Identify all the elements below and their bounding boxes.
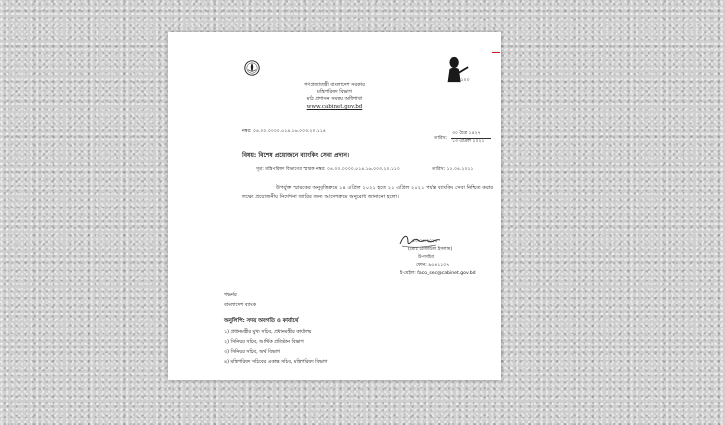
date-label: তারিখ: bbox=[434, 136, 448, 141]
signatory-name: (মোঃ রেজাউল ইসলাম) bbox=[408, 247, 453, 252]
signatory-title: উপসচিব bbox=[418, 255, 435, 260]
mujib-portrait-logo-icon bbox=[442, 54, 470, 84]
date-bangla: ৩০ চৈত্র ১৪২৭ bbox=[452, 131, 481, 136]
cc-list-item: ১) প্রধানমন্ত্রীর মুখ্য সচিব, প্রধানমন্ত্রীর কার্যালয় bbox=[224, 330, 312, 335]
date-english: ১৩ এপ্রিল ২০২১ bbox=[452, 139, 485, 144]
memo-number: নম্বর: ০৪.০০.০০০০.৫১৪.১৬.০০৩.২০.১১৪ bbox=[242, 129, 326, 134]
subject-line: বিষয়: বিশেষ প্রয়োজনে ব্যাংকিং সেবা প্রদান। bbox=[242, 152, 350, 159]
svg-text:১০০: ১০০ bbox=[460, 78, 470, 84]
government-emblem-icon bbox=[244, 60, 260, 76]
corner-mark bbox=[492, 52, 500, 53]
recipient-label: গভর্নর bbox=[224, 292, 237, 298]
header-section: মাঠ প্রশাসন সমন্বয় অধিশাখা bbox=[306, 96, 363, 102]
signature-date: ১৩.০৪.২০২১ bbox=[412, 239, 438, 244]
cc-list-item: ৩) সিনিয়র সচিব, অর্থ বিভাগ bbox=[224, 350, 281, 355]
cc-list-item: ২) সিনিয়র সচিব, আর্থিক প্রতিষ্ঠান বিভাগ bbox=[224, 340, 304, 345]
reference-line: সূত্র: মন্ত্রিপরিষদ বিভাগের স্মারক নম্বর: ০৪.০০.০০০০.৫১৪.১৬.০০৩.২০.১১০ bbox=[256, 167, 400, 172]
cc-list-item: ৪) মন্ত্রিপরিষদ সচিবের একান্ত সচিব, মন্ত্রিপরিষদ বিভাগ bbox=[224, 360, 328, 365]
body-text-line-1: উপর্যুক্ত স্মারকের অনুবৃত্তিক্রমে ১৪ এপ্রিল ২০২১ হতে ২১ এপ্রিল ২০২১ পর্যন্ত ব্যাংকিং সেবা নিশ্চিত করার bbox=[276, 185, 494, 191]
body-text-line-2: লক্ষ্যে প্রয়োজনীয় নির্দেশনা জারির জন্য আদেশক্রমে অনুরোধ জানানো হলো। bbox=[242, 194, 399, 200]
header-website-link[interactable]: www.cabinet.gov.bd bbox=[306, 104, 363, 110]
header-government: গণপ্রজাতন্ত্রী বাংলাদেশ সরকার bbox=[304, 82, 365, 88]
reference-date: তারিখ: ১২.০৪.২০২১ bbox=[432, 167, 474, 172]
letter-page bbox=[168, 32, 501, 380]
header-division: মন্ত্রিপরিষদ বিভাগ bbox=[317, 89, 352, 95]
cc-title: অনুলিপি: সদয় অবগতি ও কার্যার্থে bbox=[224, 318, 299, 324]
signatory-phone: ফোন: ৯৫৪১১০৭ bbox=[416, 263, 450, 268]
recipient-name: বাংলাদেশ ব্যাংক bbox=[224, 302, 257, 308]
signatory-email: ই-মেইল: faco_sec@cabinet.gov.bd bbox=[400, 271, 476, 276]
